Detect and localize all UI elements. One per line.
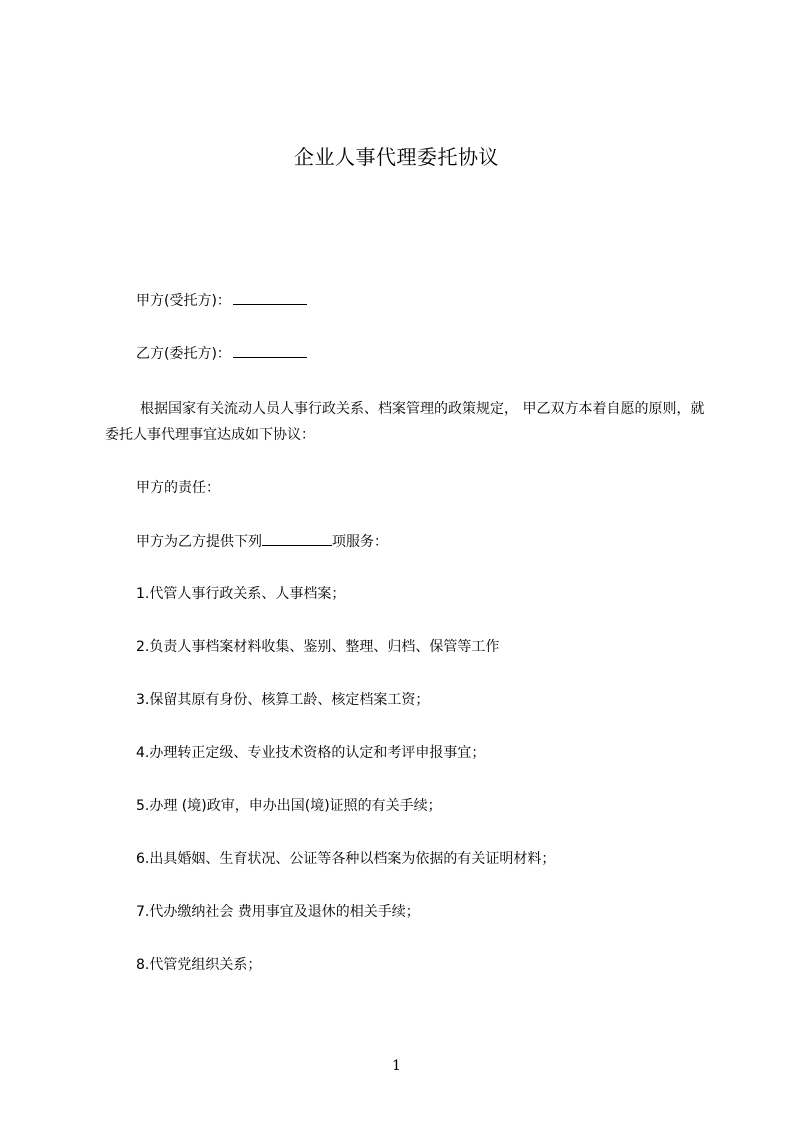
section-heading: 甲方的责任： xyxy=(136,480,220,496)
list-item: 8.代管党组织关系； xyxy=(136,957,262,973)
party-a-line xyxy=(136,290,307,311)
party-a-blank xyxy=(233,290,307,305)
list-item: 2.负责人事档案材料收集、鉴别、整理、归档、保管等工作 xyxy=(136,639,500,655)
services-intro-after: 项服务： xyxy=(332,534,388,550)
party-b-label: 乙方(委托方)： xyxy=(136,346,231,362)
list-item: 5.办理 (境)政审，申办出国(境)证照的有关手续； xyxy=(136,798,442,814)
services-intro-line xyxy=(136,531,388,552)
services-count-blank xyxy=(262,531,332,546)
party-b-blank xyxy=(233,343,307,358)
preamble-text: 根据国家有关流动人员人事行政关系、档案管理的政策规定， 甲乙双方本着自愿的原则，就委托人事代理事宜达成如下协议： xyxy=(105,401,705,443)
page-number: 1 xyxy=(392,1058,401,1074)
list-item: 3.保留其原有身份、核算工龄、核定档案工资； xyxy=(136,692,430,708)
services-intro-before: 甲方为乙方提供下列 xyxy=(136,534,262,550)
party-b-line xyxy=(136,343,307,364)
list-item: 7.代办缴纳社会 费用事宜及退休的相关手续； xyxy=(136,904,420,920)
list-item: 4.办理转正定级、专业技术资格的认定和考评申报事宜； xyxy=(136,745,486,761)
preamble-paragraph xyxy=(105,396,715,448)
list-item: 1.代管人事行政关系、人事档案； xyxy=(136,586,346,602)
list-item: 6.出具婚姻、生育状况、公证等各种以档案为依据的有关证明材料； xyxy=(136,851,556,867)
document-title: 企业人事代理委托协议 xyxy=(294,145,499,169)
party-a-label: 甲方(受托方)： xyxy=(136,293,231,309)
